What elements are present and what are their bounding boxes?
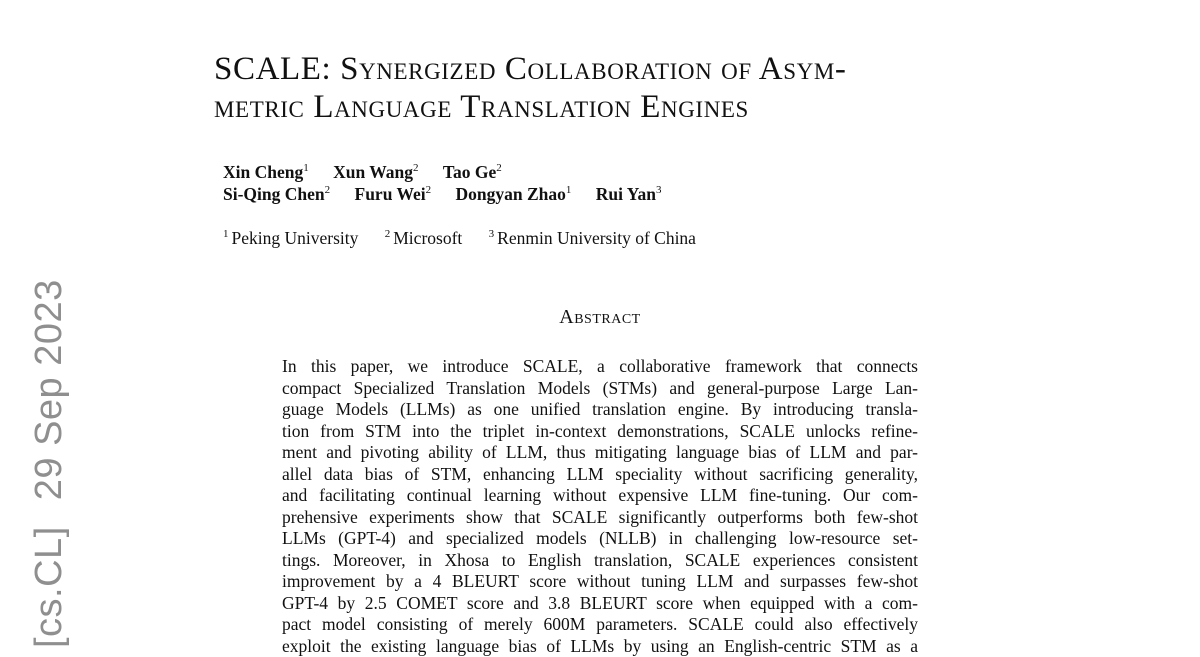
affiliation-mark: 2 [413, 162, 419, 174]
arxiv-date: 29 Sep 2023 [28, 279, 70, 500]
affiliation [223, 228, 358, 248]
affiliation [489, 228, 696, 248]
abstract-heading: Abstract [0, 306, 1200, 329]
affiliation-name: Microsoft [393, 228, 462, 248]
abstract-line: ment and pivoting ability of LLM, thus mitigating language bias of LLM and par- [282, 442, 918, 464]
author [456, 184, 572, 204]
author-name: Tao Ge [443, 162, 496, 182]
abstract-line: allel data bias of STM, enhancing LLM speciality without sacrificing generality, [282, 464, 918, 486]
affiliation-number: 3 [489, 228, 495, 240]
author [596, 184, 662, 204]
affiliation-mark: 2 [496, 162, 502, 174]
abstract-line: tion from STM into the triplet in-context demonstrations, SCALE unlocks refine- [282, 421, 918, 443]
author-name: Si-Qing Chen [223, 184, 325, 204]
abstract-line: In this paper, we introduce SCALE, a collaborative framework that connects [282, 356, 918, 378]
author-list [223, 161, 681, 205]
affiliation-mark: 2 [426, 184, 432, 196]
abstract-line: LLMs (GPT-4) and specialized models (NLLB) in challenging low-resource set- [282, 528, 918, 550]
affiliation-mark: 2 [325, 184, 331, 196]
abstract-line: pact model consisting of merely 600M parameters. SCALE could also effectively [282, 614, 918, 636]
author-line [223, 161, 681, 183]
paper-title [214, 50, 1014, 126]
affiliation-list [223, 228, 718, 249]
author-name: Rui Yan [596, 184, 656, 204]
author-line [223, 183, 681, 205]
affiliation-name: Peking University [232, 228, 359, 248]
affiliation-mark: 1 [303, 162, 309, 174]
abstract-line: guage Models (LLMs) as one unified translation engine. By introducing transla- [282, 399, 918, 421]
abstract-line: and facilitating continual learning without expensive LLM fine-tuning. Our com- [282, 485, 918, 507]
author [333, 162, 418, 182]
title-line: metric Language Translation Engines [214, 88, 1014, 126]
affiliation-number: 1 [223, 228, 229, 240]
affiliation [385, 228, 463, 248]
abstract-line: GPT-4 by 2.5 COMET score and 3.8 BLEURT score when equipped with a com- [282, 593, 918, 615]
affiliation-mark: 3 [656, 184, 662, 196]
abstract-body [282, 356, 918, 657]
abstract-line: prehensive experiments show that SCALE significantly outperforms both few-shot [282, 507, 918, 529]
abstract-line: exploit the existing language bias of LLMs by using an English-centric STM as a [282, 636, 918, 657]
abstract-line: compact Specialized Translation Models (STMs) and general-purpose Large Lan- [282, 378, 918, 400]
affiliation-mark: 1 [566, 184, 572, 196]
author [223, 162, 309, 182]
title-line: SCALE: Synergized Collaboration of Asym- [214, 50, 1014, 88]
author [443, 162, 502, 182]
author [355, 184, 432, 204]
arxiv-stamp [28, 279, 71, 648]
author-name: Dongyan Zhao [456, 184, 566, 204]
arxiv-category: [cs.CL] [28, 526, 70, 648]
affiliation-name: Renmin University of China [497, 228, 696, 248]
abstract-line: improvement by a 4 BLEURT score without tuning LLM and surpasses few-shot [282, 571, 918, 593]
author-name: Xin Cheng [223, 162, 303, 182]
abstract-line: tings. Moreover, in Xhosa to English translation, SCALE experiences consistent [282, 550, 918, 572]
author [223, 184, 330, 204]
author-name: Xun Wang [333, 162, 413, 182]
affiliation-number: 2 [385, 228, 391, 240]
author-name: Furu Wei [355, 184, 426, 204]
